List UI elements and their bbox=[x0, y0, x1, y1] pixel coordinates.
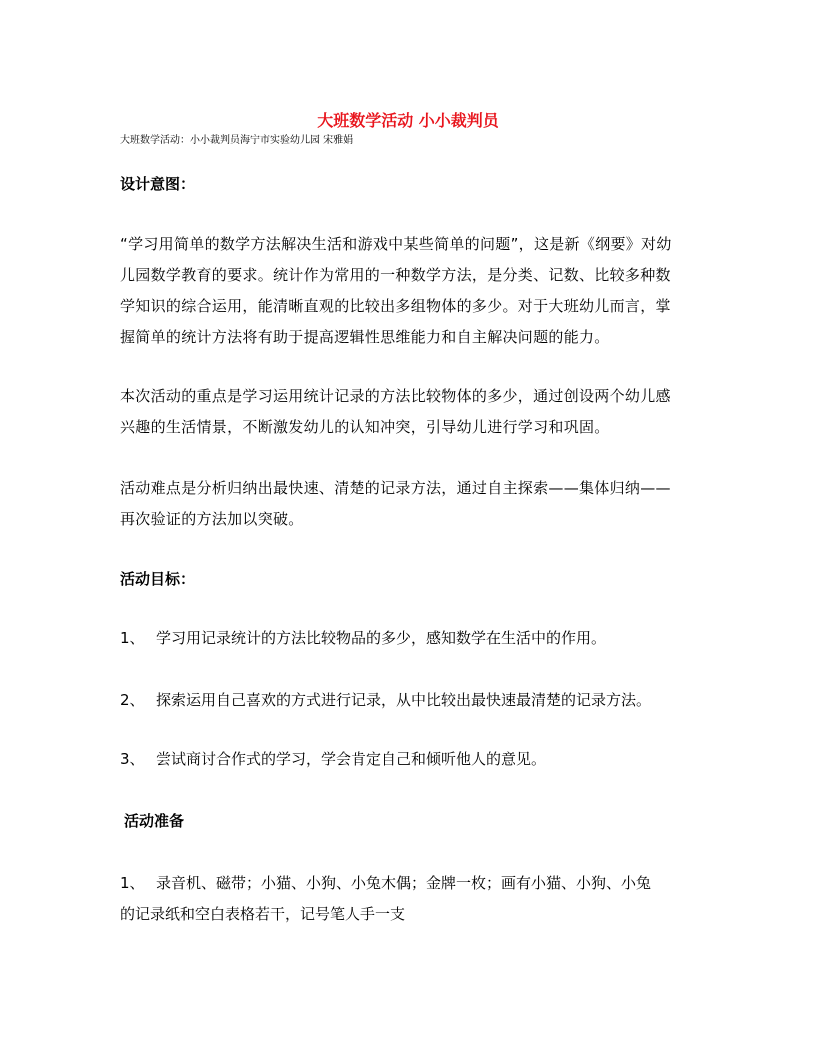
prep-text: 的记录纸和空白表格若干，记号笔人手一支 bbox=[120, 905, 406, 923]
prep-item-1 bbox=[120, 868, 651, 899]
goal-number: 1、 bbox=[120, 629, 145, 647]
goal-number: 3、 bbox=[120, 750, 145, 768]
goal-item-2 bbox=[120, 685, 651, 716]
goal-text: 探索运用自己喜欢的方式进行记录，从中比较出最快速最清楚的记录方法。 bbox=[156, 691, 652, 709]
prep-text: 录音机、磁带；小猫、小狗、小兔木偶；金牌一枚；画有小猫、小狗、小兔 bbox=[156, 874, 652, 892]
paragraph-line: 握简单的统计方法将有助于提高逻辑性思维能力和自主解决问题的能力。 bbox=[120, 328, 610, 346]
goal-item-1 bbox=[120, 623, 606, 654]
paragraph-line: 本次活动的重点是学习运用统计记录的方法比较物体的多少，通过创设两个幼儿感 bbox=[120, 387, 671, 405]
paragraph-line: 儿园数学教育的要求。统计作为常用的一种数学方法，是分类、记数、比较多种数 bbox=[120, 266, 671, 284]
document-title: 大班数学活动 小小裁判员 bbox=[317, 111, 499, 130]
paragraph-design-1 bbox=[120, 229, 700, 353]
paragraph-line: 再次验证的方法加以突破。 bbox=[120, 510, 304, 528]
section-heading-goals: 活动目标： bbox=[120, 570, 196, 588]
paragraph-design-2 bbox=[120, 381, 700, 443]
goal-text: 学习用记录统计的方法比较物品的多少，感知数学在生活中的作用。 bbox=[156, 629, 607, 647]
goal-text: 尝试商讨合作式的学习，学会肯定自己和倾听他人的意见。 bbox=[156, 750, 547, 768]
prep-number: 1、 bbox=[120, 874, 145, 892]
paragraph-line: “学习用简单的数学方法解决生活和游戏中某些简单的问题”，这是新《纲要》对幼 bbox=[120, 235, 672, 253]
paragraph-line: 学知识的综合运用，能清晰直观的比较出多组物体的多少。对于大班幼儿而言，掌 bbox=[120, 297, 671, 315]
paragraph-line: 兴趣的生活情景，不断激发幼儿的认知冲突，引导幼儿进行学习和巩固。 bbox=[120, 418, 610, 436]
section-heading-design: 设计意图： bbox=[120, 175, 196, 193]
goal-item-3 bbox=[120, 744, 546, 775]
section-heading-prep: 活动准备 bbox=[124, 812, 185, 830]
prep-item-1-continued bbox=[120, 899, 405, 930]
goal-number: 2、 bbox=[120, 691, 145, 709]
paragraph-line: 活动难点是分析归纳出最快速、清楚的记录方法，通过自主探索——集体归纳—— bbox=[120, 479, 671, 497]
paragraph-design-3 bbox=[120, 473, 700, 535]
document-subtitle: 大班数学活动：小小裁判员海宁市实验幼儿园 宋雅娟 bbox=[120, 135, 354, 146]
